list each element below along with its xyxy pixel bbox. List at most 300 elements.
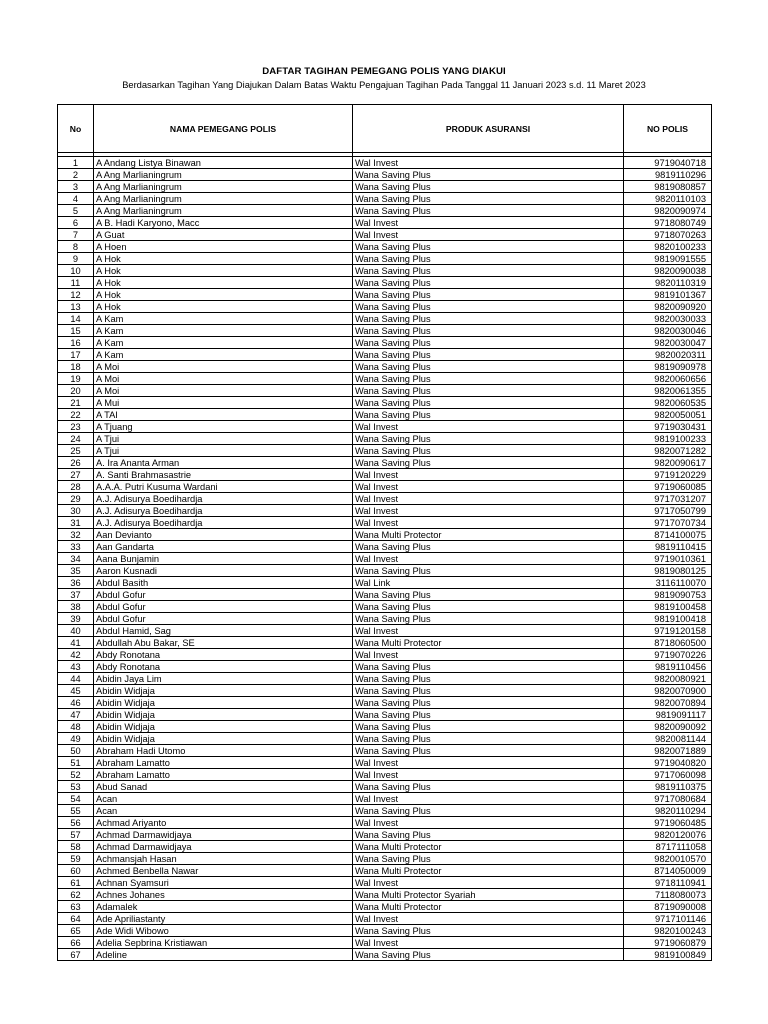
table-row bbox=[58, 721, 712, 733]
policy-number-cell: 9820120076 bbox=[624, 829, 712, 841]
table-row bbox=[58, 601, 712, 613]
table-row bbox=[58, 217, 712, 229]
insurance-product-cell: Wal Invest bbox=[353, 505, 624, 517]
table-row bbox=[58, 157, 712, 169]
insurance-product-cell: Wal Invest bbox=[353, 553, 624, 565]
policyholder-name-cell: Abdy Ronotana bbox=[94, 661, 353, 673]
policyholder-name-cell: Abidin Jaya Lim bbox=[94, 673, 353, 685]
policy-number-cell: 9820110319 bbox=[624, 277, 712, 289]
row-number-cell: 44 bbox=[58, 673, 94, 685]
policy-number-cell: 9719060879 bbox=[624, 937, 712, 949]
policy-number-cell: 9819110296 bbox=[624, 169, 712, 181]
row-number-cell: 25 bbox=[58, 445, 94, 457]
row-number-cell: 33 bbox=[58, 541, 94, 553]
policy-number-cell: 9820080921 bbox=[624, 673, 712, 685]
policyholder-name-cell: A Hok bbox=[94, 253, 353, 265]
row-number-cell: 18 bbox=[58, 361, 94, 373]
policyholder-name-cell: Abidin Widjaja bbox=[94, 721, 353, 733]
insurance-product-cell: Wal Invest bbox=[353, 877, 624, 889]
policyholder-name-cell: Abdul Hamid, Sag bbox=[94, 625, 353, 637]
policy-number-cell: 8717111058 bbox=[624, 841, 712, 853]
row-number-cell: 5 bbox=[58, 205, 94, 217]
policyholder-name-cell: A Kam bbox=[94, 313, 353, 325]
policy-number-cell: 9820090920 bbox=[624, 301, 712, 313]
table-row bbox=[58, 361, 712, 373]
policyholder-name-cell: A Hok bbox=[94, 277, 353, 289]
row-number-cell: 31 bbox=[58, 517, 94, 529]
table-row bbox=[58, 745, 712, 757]
row-number-cell: 9 bbox=[58, 253, 94, 265]
insurance-product-cell: Wana Saving Plus bbox=[353, 301, 624, 313]
policyholder-name-cell: A Kam bbox=[94, 337, 353, 349]
policyholder-name-cell: Adelia Sepbrina Kristiawan bbox=[94, 937, 353, 949]
table-row bbox=[58, 193, 712, 205]
policy-number-cell: 3116110070 bbox=[624, 577, 712, 589]
header-no: No bbox=[58, 105, 94, 153]
row-number-cell: 54 bbox=[58, 793, 94, 805]
policy-number-cell: 9819110456 bbox=[624, 661, 712, 673]
insurance-product-cell: Wal Invest bbox=[353, 769, 624, 781]
policy-number-cell: 9820110103 bbox=[624, 193, 712, 205]
table-row bbox=[58, 301, 712, 313]
policyholder-name-cell: Aan Devianto bbox=[94, 529, 353, 541]
row-number-cell: 8 bbox=[58, 241, 94, 253]
table-row bbox=[58, 445, 712, 457]
policyholder-name-cell: A.J. Adisurya Boedihardja bbox=[94, 493, 353, 505]
row-number-cell: 2 bbox=[58, 169, 94, 181]
policy-number-cell: 9819091555 bbox=[624, 253, 712, 265]
table-row bbox=[58, 481, 712, 493]
insurance-product-cell: Wana Saving Plus bbox=[353, 253, 624, 265]
insurance-product-cell: Wana Multi Protector bbox=[353, 841, 624, 853]
insurance-product-cell: Wana Multi Protector Syariah bbox=[353, 889, 624, 901]
table-row bbox=[58, 565, 712, 577]
table-row bbox=[58, 541, 712, 553]
row-number-cell: 12 bbox=[58, 289, 94, 301]
policy-number-cell: 9820071282 bbox=[624, 445, 712, 457]
row-number-cell: 66 bbox=[58, 937, 94, 949]
table-row bbox=[58, 649, 712, 661]
policyholder-name-cell: Abdul Gofur bbox=[94, 613, 353, 625]
row-number-cell: 38 bbox=[58, 601, 94, 613]
row-number-cell: 43 bbox=[58, 661, 94, 673]
row-number-cell: 63 bbox=[58, 901, 94, 913]
policy-number-cell: 9819080125 bbox=[624, 565, 712, 577]
insurance-product-cell: Wana Saving Plus bbox=[353, 205, 624, 217]
policy-number-cell: 9819100458 bbox=[624, 601, 712, 613]
insurance-product-cell: Wal Invest bbox=[353, 625, 624, 637]
insurance-product-cell: Wal Invest bbox=[353, 757, 624, 769]
policyholder-name-cell: A B. Hadi Karyono, Macc bbox=[94, 217, 353, 229]
table-row bbox=[58, 241, 712, 253]
policyholder-name-cell: A Kam bbox=[94, 349, 353, 361]
policyholder-name-cell: Achmad Darmawidjaya bbox=[94, 829, 353, 841]
table-row bbox=[58, 265, 712, 277]
policy-number-cell: 9819091117 bbox=[624, 709, 712, 721]
row-number-cell: 24 bbox=[58, 433, 94, 445]
table-row bbox=[58, 277, 712, 289]
table-row bbox=[58, 229, 712, 241]
row-number-cell: 13 bbox=[58, 301, 94, 313]
table-row bbox=[58, 409, 712, 421]
table-row bbox=[58, 421, 712, 433]
policyholder-name-cell: Achmansjah Hasan bbox=[94, 853, 353, 865]
row-number-cell: 53 bbox=[58, 781, 94, 793]
row-number-cell: 37 bbox=[58, 589, 94, 601]
insurance-product-cell: Wana Saving Plus bbox=[353, 697, 624, 709]
row-number-cell: 67 bbox=[58, 949, 94, 961]
table-body bbox=[58, 153, 712, 961]
policy-number-cell: 9718080749 bbox=[624, 217, 712, 229]
insurance-product-cell: Wal Invest bbox=[353, 229, 624, 241]
policy-number-cell: 9820030033 bbox=[624, 313, 712, 325]
row-number-cell: 50 bbox=[58, 745, 94, 757]
table-row bbox=[58, 637, 712, 649]
policy-claims-table-container bbox=[57, 104, 711, 961]
table-row bbox=[58, 625, 712, 637]
policyholder-name-cell: Abud Sanad bbox=[94, 781, 353, 793]
policyholder-name-cell: Abraham Hadi Utomo bbox=[94, 745, 353, 757]
insurance-product-cell: Wal Invest bbox=[353, 217, 624, 229]
insurance-product-cell: Wana Saving Plus bbox=[353, 589, 624, 601]
policyholder-name-cell: A Moi bbox=[94, 361, 353, 373]
policy-number-cell: 9719010361 bbox=[624, 553, 712, 565]
insurance-product-cell: Wal Invest bbox=[353, 817, 624, 829]
row-number-cell: 3 bbox=[58, 181, 94, 193]
row-number-cell: 59 bbox=[58, 853, 94, 865]
policy-number-cell: 9820081144 bbox=[624, 733, 712, 745]
row-number-cell: 16 bbox=[58, 337, 94, 349]
table-row bbox=[58, 709, 712, 721]
table-row bbox=[58, 865, 712, 877]
policy-number-cell: 9820110294 bbox=[624, 805, 712, 817]
insurance-product-cell: Wana Saving Plus bbox=[353, 193, 624, 205]
row-number-cell: 65 bbox=[58, 925, 94, 937]
policyholder-name-cell: A Mui bbox=[94, 397, 353, 409]
policy-number-cell: 9719040718 bbox=[624, 157, 712, 169]
row-number-cell: 48 bbox=[58, 721, 94, 733]
insurance-product-cell: Wana Multi Protector bbox=[353, 865, 624, 877]
policyholder-name-cell: A Andang Listya Binawan bbox=[94, 157, 353, 169]
policy-number-cell: 9820020311 bbox=[624, 349, 712, 361]
policyholder-name-cell: Adamalek bbox=[94, 901, 353, 913]
table-row bbox=[58, 841, 712, 853]
insurance-product-cell: Wana Saving Plus bbox=[353, 829, 624, 841]
row-number-cell: 6 bbox=[58, 217, 94, 229]
policyholder-name-cell: A Ang Marlianingrum bbox=[94, 169, 353, 181]
insurance-product-cell: Wana Saving Plus bbox=[353, 409, 624, 421]
insurance-product-cell: Wana Saving Plus bbox=[353, 661, 624, 673]
insurance-product-cell: Wana Multi Protector bbox=[353, 637, 624, 649]
table-row bbox=[58, 853, 712, 865]
policyholder-name-cell: Abdul Gofur bbox=[94, 589, 353, 601]
row-number-cell: 29 bbox=[58, 493, 94, 505]
policy-number-cell: 9717070734 bbox=[624, 517, 712, 529]
table-row bbox=[58, 697, 712, 709]
policyholder-name-cell: A Hoen bbox=[94, 241, 353, 253]
policy-number-cell: 9719120158 bbox=[624, 625, 712, 637]
insurance-product-cell: Wana Saving Plus bbox=[353, 397, 624, 409]
table-row bbox=[58, 685, 712, 697]
row-number-cell: 30 bbox=[58, 505, 94, 517]
row-number-cell: 42 bbox=[58, 649, 94, 661]
policy-number-cell: 9819101367 bbox=[624, 289, 712, 301]
row-number-cell: 56 bbox=[58, 817, 94, 829]
row-number-cell: 14 bbox=[58, 313, 94, 325]
policy-number-cell: 9718070263 bbox=[624, 229, 712, 241]
policy-number-cell: 9820100243 bbox=[624, 925, 712, 937]
insurance-product-cell: Wana Saving Plus bbox=[353, 721, 624, 733]
policyholder-name-cell: A Hok bbox=[94, 265, 353, 277]
document-title: DAFTAR TAGIHAN PEMEGANG POLIS YANG DIAKUI bbox=[262, 66, 506, 77]
policyholder-name-cell: Abdul Gofur bbox=[94, 601, 353, 613]
policyholder-name-cell: A Moi bbox=[94, 385, 353, 397]
table-row bbox=[58, 529, 712, 541]
table-row bbox=[58, 901, 712, 913]
policy-number-cell: 9820071889 bbox=[624, 745, 712, 757]
policyholder-name-cell: A Kam bbox=[94, 325, 353, 337]
policy-number-cell: 8719090008 bbox=[624, 901, 712, 913]
policyholder-name-cell: Abidin Widjaja bbox=[94, 685, 353, 697]
policyholder-name-cell: Abdy Ronotana bbox=[94, 649, 353, 661]
insurance-product-cell: Wana Saving Plus bbox=[353, 733, 624, 745]
policy-number-cell: 9820010570 bbox=[624, 853, 712, 865]
table-row bbox=[58, 925, 712, 937]
row-number-cell: 51 bbox=[58, 757, 94, 769]
row-number-cell: 61 bbox=[58, 877, 94, 889]
policyholder-name-cell: A Guat bbox=[94, 229, 353, 241]
row-number-cell: 41 bbox=[58, 637, 94, 649]
policy-number-cell: 9820060656 bbox=[624, 373, 712, 385]
policyholder-name-cell: A Hok bbox=[94, 289, 353, 301]
policyholder-name-cell: Ade Apriliastanty bbox=[94, 913, 353, 925]
policyholder-name-cell: A Moi bbox=[94, 373, 353, 385]
row-number-cell: 21 bbox=[58, 397, 94, 409]
insurance-product-cell: Wana Saving Plus bbox=[353, 385, 624, 397]
table-row bbox=[58, 457, 712, 469]
document-subtitle: Berdasarkan Tagihan Yang Diajukan Dalam Batas Waktu Pengajuan Tagihan Pada Tanggal 11 Januari 2023 s.d. 11 Maret 2023 bbox=[122, 80, 646, 90]
policy-number-cell: 9819110375 bbox=[624, 781, 712, 793]
policy-number-cell: 9819100418 bbox=[624, 613, 712, 625]
policy-number-cell: 9819080857 bbox=[624, 181, 712, 193]
policyholder-name-cell: Aaron Kusnadi bbox=[94, 565, 353, 577]
insurance-product-cell: Wana Saving Plus bbox=[353, 325, 624, 337]
policyholder-name-cell: Achnes Johanes bbox=[94, 889, 353, 901]
policy-number-cell: 9820090038 bbox=[624, 265, 712, 277]
row-number-cell: 26 bbox=[58, 457, 94, 469]
table-row bbox=[58, 613, 712, 625]
table-row bbox=[58, 757, 712, 769]
insurance-product-cell: Wana Saving Plus bbox=[353, 745, 624, 757]
row-number-cell: 58 bbox=[58, 841, 94, 853]
table-row bbox=[58, 325, 712, 337]
policy-number-cell: 9719120229 bbox=[624, 469, 712, 481]
policy-number-cell: 9820050051 bbox=[624, 409, 712, 421]
table-row bbox=[58, 205, 712, 217]
insurance-product-cell: Wana Saving Plus bbox=[353, 445, 624, 457]
insurance-product-cell: Wana Saving Plus bbox=[353, 373, 624, 385]
policy-number-cell: 9719070226 bbox=[624, 649, 712, 661]
header-insurance-product: PRODUK ASURANSI bbox=[353, 105, 624, 153]
policy-number-cell: 9717031207 bbox=[624, 493, 712, 505]
policyholder-name-cell: A. Ira Ananta Arman bbox=[94, 457, 353, 469]
row-number-cell: 36 bbox=[58, 577, 94, 589]
row-number-cell: 64 bbox=[58, 913, 94, 925]
row-number-cell: 20 bbox=[58, 385, 94, 397]
row-number-cell: 27 bbox=[58, 469, 94, 481]
table-row bbox=[58, 493, 712, 505]
table-row bbox=[58, 793, 712, 805]
row-number-cell: 34 bbox=[58, 553, 94, 565]
table-row bbox=[58, 589, 712, 601]
policy-number-cell: 9819090978 bbox=[624, 361, 712, 373]
policy-number-cell: 9719040820 bbox=[624, 757, 712, 769]
row-number-cell: 28 bbox=[58, 481, 94, 493]
policyholder-name-cell: Adeline bbox=[94, 949, 353, 961]
policy-number-cell: 9820090617 bbox=[624, 457, 712, 469]
header-policyholder-name: NAMA PEMEGANG POLIS bbox=[94, 105, 353, 153]
row-number-cell: 4 bbox=[58, 193, 94, 205]
row-number-cell: 49 bbox=[58, 733, 94, 745]
policyholder-name-cell: Abraham Lamatto bbox=[94, 757, 353, 769]
policy-number-cell: 9717060098 bbox=[624, 769, 712, 781]
table-row bbox=[58, 505, 712, 517]
table-row bbox=[58, 169, 712, 181]
row-number-cell: 45 bbox=[58, 685, 94, 697]
table-row bbox=[58, 181, 712, 193]
policyholder-name-cell: A Ang Marlianingrum bbox=[94, 193, 353, 205]
policyholder-name-cell: A Tjui bbox=[94, 445, 353, 457]
policyholder-name-cell: Aan Gandarta bbox=[94, 541, 353, 553]
row-number-cell: 39 bbox=[58, 613, 94, 625]
policyholder-name-cell: A Ang Marlianingrum bbox=[94, 205, 353, 217]
row-number-cell: 10 bbox=[58, 265, 94, 277]
row-number-cell: 35 bbox=[58, 565, 94, 577]
row-number-cell: 52 bbox=[58, 769, 94, 781]
insurance-product-cell: Wana Saving Plus bbox=[353, 241, 624, 253]
table-row bbox=[58, 937, 712, 949]
policyholder-name-cell: Achnan Syamsuri bbox=[94, 877, 353, 889]
policyholder-name-cell: A.A.A. Putri Kusuma Wardani bbox=[94, 481, 353, 493]
insurance-product-cell: Wana Saving Plus bbox=[353, 541, 624, 553]
row-number-cell: 40 bbox=[58, 625, 94, 637]
policyholder-name-cell: Acan bbox=[94, 793, 353, 805]
table-row bbox=[58, 733, 712, 745]
table-header bbox=[58, 105, 712, 153]
policyholder-name-cell: Abraham Lamatto bbox=[94, 769, 353, 781]
policy-number-cell: 9820030046 bbox=[624, 325, 712, 337]
policyholder-name-cell: Abdullah Abu Bakar, SE bbox=[94, 637, 353, 649]
policy-number-cell: 9820100233 bbox=[624, 241, 712, 253]
insurance-product-cell: Wana Saving Plus bbox=[353, 601, 624, 613]
policy-number-cell: 9820061355 bbox=[624, 385, 712, 397]
row-number-cell: 46 bbox=[58, 697, 94, 709]
insurance-product-cell: Wana Multi Protector bbox=[353, 901, 624, 913]
table-row bbox=[58, 517, 712, 529]
policyholder-name-cell: A.J. Adisurya Boedihardja bbox=[94, 517, 353, 529]
table-row bbox=[58, 385, 712, 397]
table-row bbox=[58, 817, 712, 829]
insurance-product-cell: Wana Saving Plus bbox=[353, 673, 624, 685]
policyholder-name-cell: A TAI bbox=[94, 409, 353, 421]
policy-number-cell: 9820030047 bbox=[624, 337, 712, 349]
table-row bbox=[58, 469, 712, 481]
policy-number-cell: 9819110415 bbox=[624, 541, 712, 553]
table-row bbox=[58, 433, 712, 445]
insurance-product-cell: Wal Invest bbox=[353, 649, 624, 661]
policyholder-name-cell: Aana Bunjamin bbox=[94, 553, 353, 565]
row-number-cell: 60 bbox=[58, 865, 94, 877]
policy-number-cell: 9820090092 bbox=[624, 721, 712, 733]
row-number-cell: 47 bbox=[58, 709, 94, 721]
policy-number-cell: 9719060085 bbox=[624, 481, 712, 493]
policyholder-name-cell: Achmad Darmawidjaya bbox=[94, 841, 353, 853]
insurance-product-cell: Wana Saving Plus bbox=[353, 277, 624, 289]
policy-number-cell: 8714100075 bbox=[624, 529, 712, 541]
row-number-cell: 23 bbox=[58, 421, 94, 433]
insurance-product-cell: Wana Saving Plus bbox=[353, 853, 624, 865]
insurance-product-cell: Wal Invest bbox=[353, 793, 624, 805]
table-row bbox=[58, 781, 712, 793]
policy-number-cell: 9717050799 bbox=[624, 505, 712, 517]
policy-claims-table bbox=[57, 104, 712, 961]
table-row bbox=[58, 913, 712, 925]
policy-number-cell: 9820070900 bbox=[624, 685, 712, 697]
insurance-product-cell: Wal Invest bbox=[353, 157, 624, 169]
insurance-product-cell: Wal Invest bbox=[353, 421, 624, 433]
policyholder-name-cell: Abidin Widjaja bbox=[94, 697, 353, 709]
row-number-cell: 7 bbox=[58, 229, 94, 241]
table-row bbox=[58, 949, 712, 961]
policyholder-name-cell: Achmad Ariyanto bbox=[94, 817, 353, 829]
insurance-product-cell: Wana Saving Plus bbox=[353, 169, 624, 181]
insurance-product-cell: Wana Saving Plus bbox=[353, 709, 624, 721]
table-row bbox=[58, 373, 712, 385]
policy-number-cell: 8718060500 bbox=[624, 637, 712, 649]
row-number-cell: 62 bbox=[58, 889, 94, 901]
policyholder-name-cell: Ade Widi Wibowo bbox=[94, 925, 353, 937]
insurance-product-cell: Wal Invest bbox=[353, 937, 624, 949]
row-number-cell: 15 bbox=[58, 325, 94, 337]
row-number-cell: 32 bbox=[58, 529, 94, 541]
row-number-cell: 19 bbox=[58, 373, 94, 385]
policyholder-name-cell: Acan bbox=[94, 805, 353, 817]
policyholder-name-cell: A Hok bbox=[94, 301, 353, 313]
table-row bbox=[58, 253, 712, 265]
policy-number-cell: 9820070894 bbox=[624, 697, 712, 709]
insurance-product-cell: Wal Invest bbox=[353, 481, 624, 493]
insurance-product-cell: Wal Invest bbox=[353, 517, 624, 529]
policy-number-cell: 9819100233 bbox=[624, 433, 712, 445]
policyholder-name-cell: Abdul Basith bbox=[94, 577, 353, 589]
policy-number-cell: 9719030431 bbox=[624, 421, 712, 433]
table-row bbox=[58, 553, 712, 565]
policy-number-cell: 9820060535 bbox=[624, 397, 712, 409]
policy-number-cell: 9819090753 bbox=[624, 589, 712, 601]
policyholder-name-cell: A Tjuang bbox=[94, 421, 353, 433]
insurance-product-cell: Wana Saving Plus bbox=[353, 685, 624, 697]
row-number-cell: 11 bbox=[58, 277, 94, 289]
row-number-cell: 17 bbox=[58, 349, 94, 361]
row-number-cell: 55 bbox=[58, 805, 94, 817]
table-row bbox=[58, 877, 712, 889]
insurance-product-cell: Wana Saving Plus bbox=[353, 565, 624, 577]
policy-number-cell: 9820090974 bbox=[624, 205, 712, 217]
policy-number-cell: 9718110941 bbox=[624, 877, 712, 889]
table-row bbox=[58, 397, 712, 409]
header-policy-number: NO POLIS bbox=[624, 105, 712, 153]
row-number-cell: 22 bbox=[58, 409, 94, 421]
